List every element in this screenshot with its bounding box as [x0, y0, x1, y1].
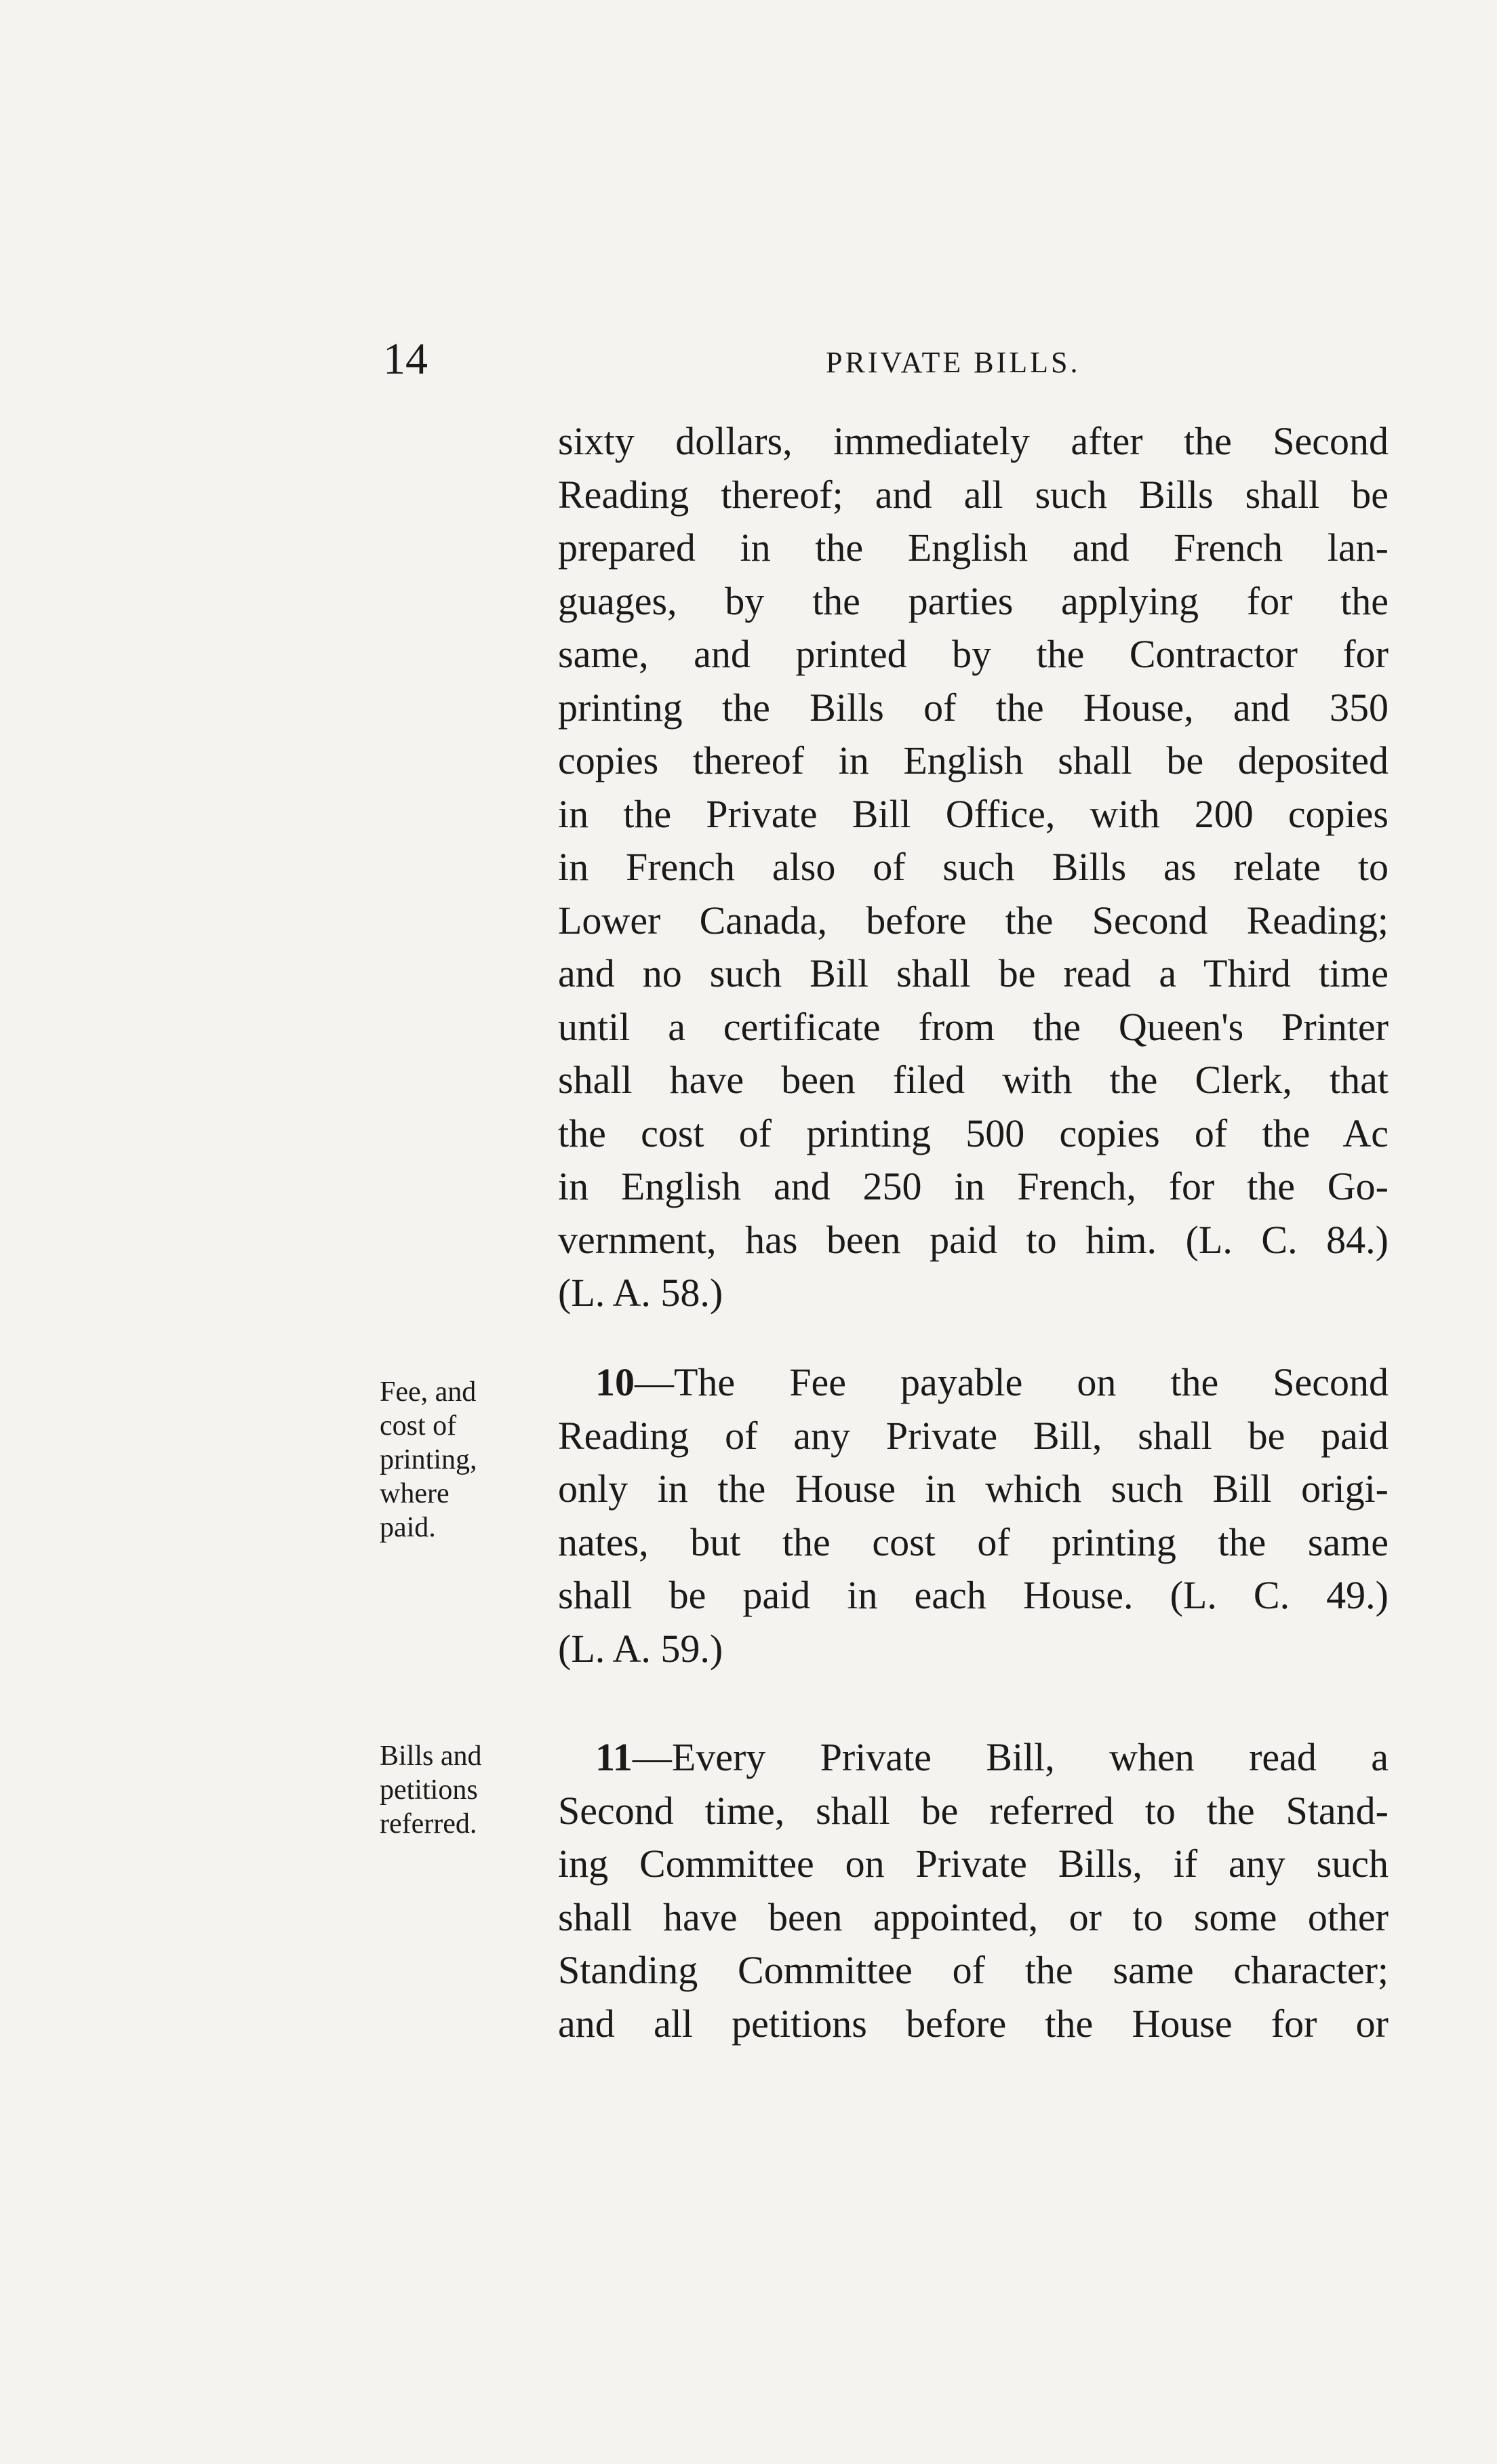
margin-note-line: petitions	[380, 1774, 478, 1806]
text-line: Reading of any Private Bill, shall be paid	[558, 1413, 1389, 1458]
section-10-paragraph	[558, 1356, 1389, 1675]
text-line	[558, 1356, 1389, 1410]
margin-note-bills	[380, 1739, 542, 1841]
margin-note-line: Fee, and	[380, 1376, 477, 1408]
section-11-paragraph	[558, 1731, 1389, 2050]
text-line: ing Committee on Private Bills, if any such	[558, 1842, 1389, 1886]
text-line: (L. A. 59.)	[558, 1626, 723, 1671]
text-line: Standing Committee of the same character;	[558, 1948, 1389, 1992]
text-line: printing the Bills of the House, and 350	[558, 685, 1389, 730]
section-number: 10	[595, 1360, 635, 1404]
margin-note-line: paid.	[380, 1512, 436, 1543]
margin-note-fee	[380, 1375, 542, 1545]
text-line: shall have been filed with the Clerk, that	[558, 1058, 1389, 1102]
text-line: and all petitions before the House for or	[558, 2001, 1389, 2046]
section-number: 11	[595, 1735, 633, 1779]
margin-note-line: cost of	[380, 1410, 457, 1442]
text-line: in French also of such Bills as relate to	[558, 845, 1389, 889]
margin-note-line: Bills and	[380, 1741, 482, 1772]
text-line: in the Private Bill Office, with 200 copies	[558, 791, 1389, 836]
text-line: in English and 250 in French, for the Go-	[558, 1164, 1389, 1208]
margin-note-line: printing,	[380, 1444, 477, 1475]
text-line: only in the House in which such Bill origi-	[558, 1467, 1389, 1511]
text-line: shall have been appointed, or to some other	[558, 1894, 1389, 1939]
text-line: the cost of printing 500 copies of the Ac	[558, 1111, 1389, 1155]
text-line: prepared in the English and French lan-	[558, 525, 1389, 570]
text-line: and no such Bill shall be read a Third time	[558, 951, 1389, 995]
margin-note-line: where	[380, 1478, 450, 1509]
text-line: same, and printed by the Contractor for	[558, 632, 1389, 676]
text-line: (L. A. 58.)	[558, 1271, 723, 1315]
text-line: Second time, shall be referred to the Stand-	[558, 1788, 1389, 1833]
margin-note-line: referred.	[380, 1808, 477, 1840]
section-first-line: —The Fee payable on the Second	[635, 1360, 1389, 1404]
text-line: sixty dollars, immediately after the Second	[558, 419, 1389, 463]
text-line: vernment, has been paid to him. (L. C. 84.)	[558, 1217, 1389, 1262]
page-number: 14	[383, 334, 428, 384]
text-line: Reading thereof; and all such Bills shall be	[558, 472, 1389, 517]
continuation-paragraph	[558, 415, 1389, 1320]
text-line: guages, by the parties applying for the	[558, 578, 1389, 623]
text-line: shall be paid in each House. (L. C. 49.)	[558, 1573, 1389, 1617]
text-line: Lower Canada, before the Second Reading;	[558, 898, 1389, 942]
text-line: until a certificate from the Queen's Printer	[558, 1004, 1389, 1049]
text-line	[558, 1731, 1389, 1785]
section-first-line: —Every Private Bill, when read a	[632, 1735, 1389, 1779]
text-line: copies thereof in English shall be deposited	[558, 738, 1389, 782]
running-head: PRIVATE BILLS.	[826, 346, 1081, 379]
text-line: nates, but the cost of printing the same	[558, 1519, 1389, 1564]
